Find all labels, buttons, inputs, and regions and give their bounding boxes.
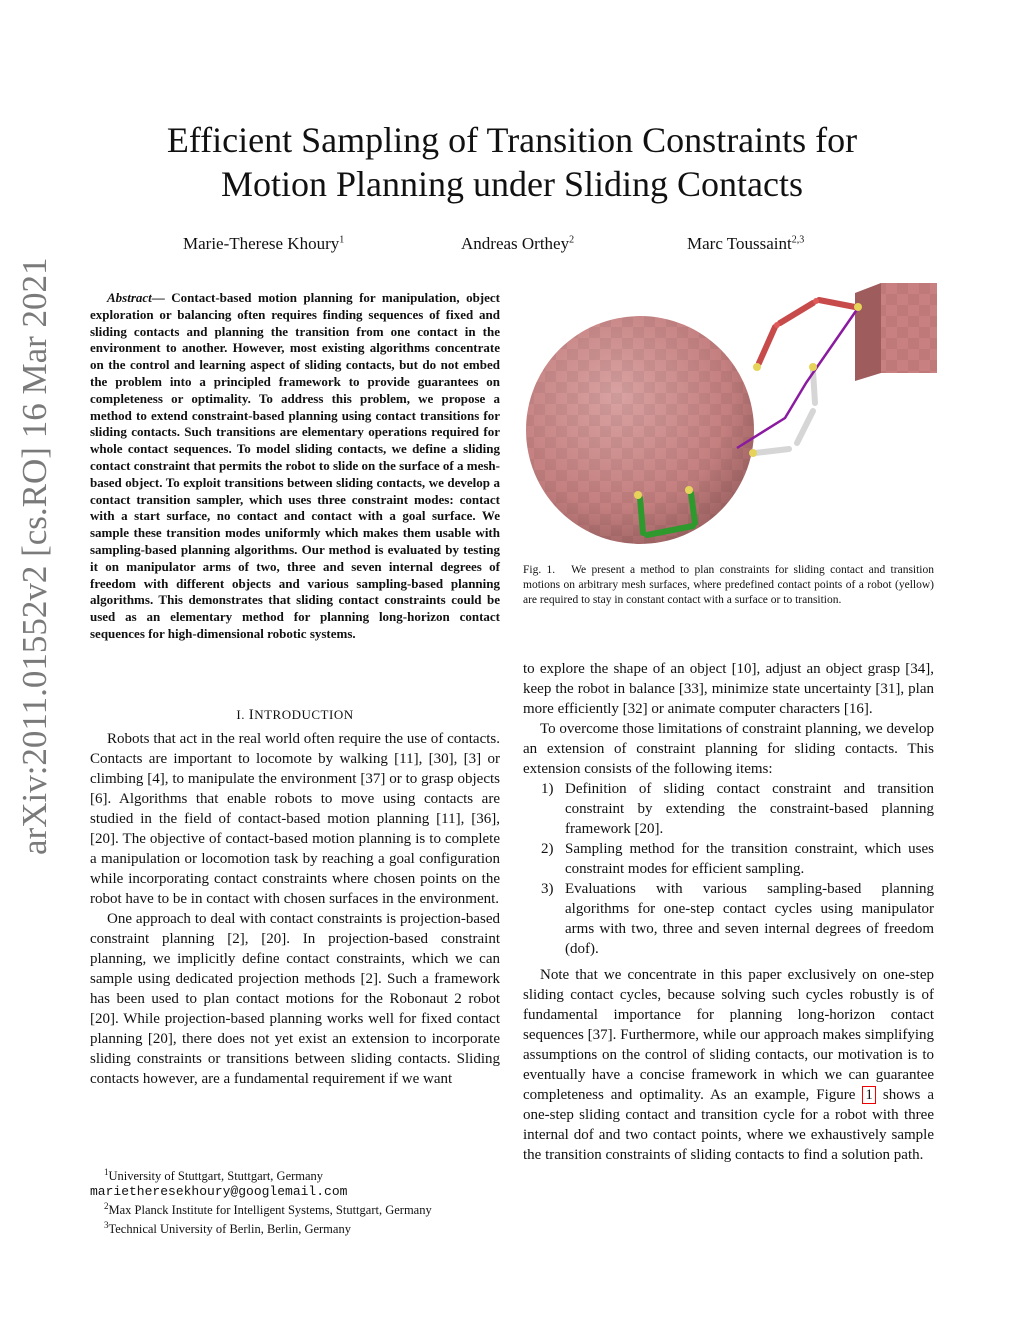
section-number: I. <box>236 707 245 722</box>
right-paragraph-3 <box>523 965 934 1165</box>
footnote-2-sup: 2 <box>104 1201 109 1212</box>
section-title-initial: I <box>248 707 255 723</box>
list-item <box>523 839 934 879</box>
footnote-1-email: marietheresekhoury@googlemail.com <box>90 1184 348 1200</box>
figure-reference-link[interactable]: 1 <box>862 1086 876 1104</box>
title-line-1: Efficient Sampling of Transition Constraints for <box>166 120 858 160</box>
list-item <box>523 779 934 839</box>
right-column-body <box>523 659 934 1165</box>
footnote-1-affiliation <box>90 1165 500 1184</box>
author-1-name: Marie-Therese Khoury <box>183 234 340 253</box>
footnote-3-text: Technical University of Berlin, Berlin, Germany <box>108 1222 351 1237</box>
author-1-sup: 1 <box>339 234 345 246</box>
solution-path <box>737 308 858 448</box>
footnote-1-sup: 1 <box>104 1167 109 1177</box>
footnote-3-sup: 3 <box>104 1220 109 1231</box>
list-item-number: 1) <box>541 781 554 797</box>
right-paragraph-2: To overcome those limitations of constraint planning, we develop an extension of constraint planning for sliding contacts. This extension consists of the following items: <box>523 721 934 777</box>
author-2 <box>461 234 574 254</box>
footnote-2-text: Max Planck Institute for Intelligent Systems, Stuttgart, Germany <box>108 1203 432 1218</box>
cube-side <box>855 283 881 381</box>
figure-1-caption <box>523 563 934 608</box>
list-item-text: Sampling method for the transition constraint, which uses constraint modes for efficient sampling. <box>565 841 934 877</box>
footnotes <box>90 1165 500 1237</box>
list-item-text: Definition of sliding contact constraint and transition constraint by extending the constraint-based planning framework [20]. <box>565 781 934 837</box>
section-title-rest: NTRODUCTION <box>254 707 354 722</box>
intro-body <box>90 729 500 1089</box>
author-3-sup: 2,3 <box>791 234 805 246</box>
figure-1-illustration <box>523 283 937 545</box>
author-3-name: Marc Toussaint <box>687 234 792 253</box>
abstract-dash: — <box>151 290 165 305</box>
list-item <box>523 879 934 959</box>
abstract <box>90 290 500 643</box>
footnote-1-text: University of Stuttgart, Stuttgart, Germany <box>108 1169 324 1184</box>
caption-label: Fig. 1. <box>523 564 556 576</box>
right-paragraph-3-part-a: Note that we concentrate in this paper exclusively on one-step sliding contact cycles, because solving such cycles robustly is of fundamental importance for planning long-horizon contact sequences [37]. Furthermore, while our approach makes simplifying assumptions on the control of sliding contacts, our motivation is to eventually have a concise framework in which we can guarantee completeness and optimality. As an example, Figure <box>523 967 934 1103</box>
section-heading-introduction <box>90 705 500 725</box>
arxiv-identifier: arXiv:2011.01552v2 [cs.RO] 16 Mar 2021 <box>15 257 54 855</box>
footnote-3 <box>90 1218 500 1237</box>
author-2-sup: 2 <box>569 234 575 246</box>
footnote-2 <box>90 1199 500 1218</box>
paper-title <box>0 118 1024 206</box>
author-2-name: Andreas Orthey <box>461 234 570 253</box>
intro-paragraph-1: Robots that act in the real world often require the use of contacts. Contacts are important to locomote by walking [11], [30], [3] or climbing [4], to manipulate the environment [37] or to grasp objects [6]. Algorithms that enable robots to move using contacts are studied in the field of contact-based motion planning [11], [36], [20]. The objective of contact-based motion planning is to complete a manipulation or locomotion task by reaching a goal configuration while incorporating contact constraints where chosen points on the robot have to be in contact with chosen surfaces in the environment. <box>90 731 500 907</box>
list-item-number: 2) <box>541 841 554 857</box>
author-1 <box>183 234 344 254</box>
title-line-2: Motion Planning under Sliding Contacts <box>221 164 803 204</box>
right-paragraph-3-part-b: shows a one-step sliding contact and transition cycle for a robot with three internal dof and two contact points, where we exhaustively sample the transition constraints of sliding contacts to find a solution path. <box>523 1087 935 1163</box>
abstract-text: Contact-based motion planning for manipulation, object exploration or balancing often requires finding sequences of fixed and sliding contacts and planning the transition from one contact in the environment to another. However, most existing algorithms concentrate on the control and learning aspect of sliding contacts, but do not embed the problem into a principled framework to provide guarantees on completeness or optimality. To address this problem, we propose a method to extend constraint-based planning using contact transitions for sliding contacts. Such transitions are elementary operations required for whole contact sequences. To model sliding contacts, we define a sliding contact constraint that permits the robot to slide on the surface of a mesh-based object. To exploit transitions between sliding contacts, we develop a contact transition sampler, which uses three constraint modes: contact with a start surface, no contact and contact with a goal surface. We sample these transition modes uniformly which makes them usable with sampling-based planning algorithms. Our method is evaluated by testing it on manipulator arms of two, three and seven internal degrees of freedom with different objects and various sampling-based planning algorithms. This demonstrates that sliding contact constraints could be used as an elementary method for planning long-horizon contact sequences for high-dimensional robotic systems. <box>90 290 500 641</box>
right-paragraph-1: to explore the shape of an object [10], adjust an object grasp [34], keep the robot in balance [33], minimize state uncertainty [31], plan more efficiently [32] or animate computer characters [16]. <box>523 661 934 717</box>
intro-paragraph-2: One approach to deal with contact constraints is projection-based constraint planning [2], [20]. In projection-based constraint planning, we implicitly define contact constraints, which we can sample using dedicated projection methods [2]. Such a framework has been used to plan contact motions for the Robonaut 2 robot [20]. While projection-based planning works well for fixed contact planning [20], there does not yet exist an extension to incorporate sliding constraints or transitions between sliding contacts. Sliding contacts however, are a fundamental requirement if we want <box>90 911 500 1087</box>
list-item-text: Evaluations with various sampling-based planning algorithms for one-step contact cycles using manipulator arms with two, three and seven internal degrees of freedom (dof). <box>565 881 934 957</box>
caption-text: We present a method to plan constraints for sliding contact and transition motions on arbitrary mesh surfaces, where predefined contact points of a robot (yellow) are required to stay in constant contact with a surface or to transition. <box>523 564 934 606</box>
list-item-number: 3) <box>541 881 554 897</box>
abstract-lead: Abstract <box>107 290 152 305</box>
author-3 <box>687 234 804 254</box>
contribution-list <box>523 779 934 959</box>
